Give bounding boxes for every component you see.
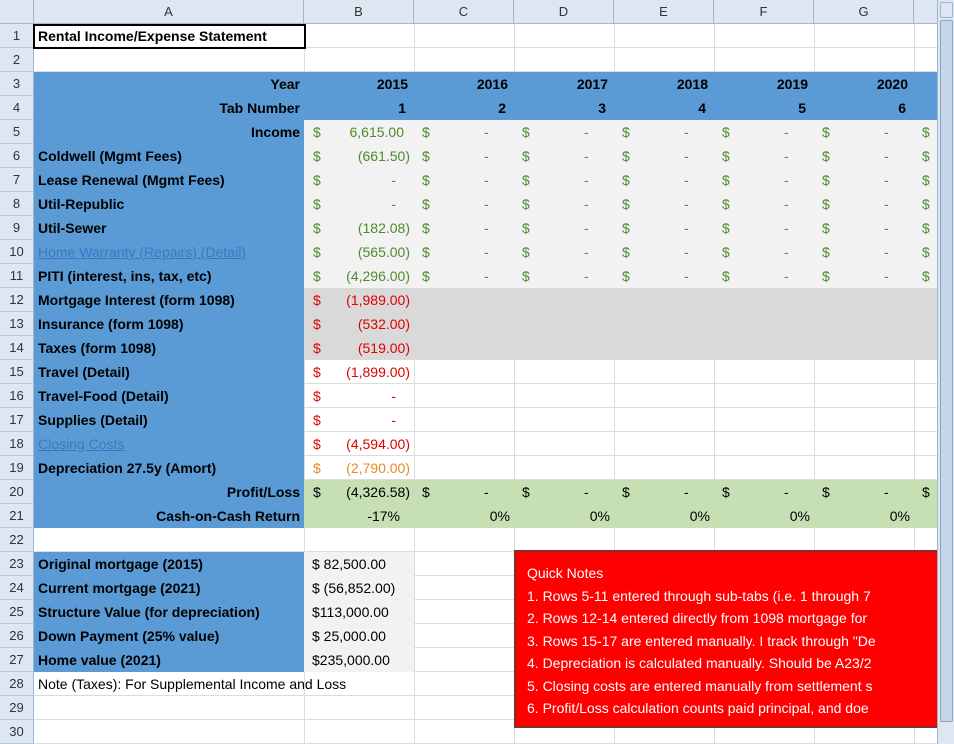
column-header-d[interactable]: D bbox=[514, 0, 614, 24]
currency-symbol: $ bbox=[922, 268, 930, 284]
currency-symbol: $ bbox=[313, 172, 321, 188]
cell-b-r19[interactable]: (2,790.00) bbox=[346, 460, 410, 476]
row-label-supplies[interactable]: Supplies (Detail) bbox=[38, 412, 148, 428]
currency-symbol: $ bbox=[313, 412, 321, 428]
zero-dash-cell[interactable]: - bbox=[484, 268, 489, 284]
quick-note-item: 1. Rows 5-11 entered through sub-tabs (i.e. 1 through 7 bbox=[527, 587, 871, 604]
currency-symbol: $ bbox=[422, 148, 430, 164]
original-mortgage-value[interactable]: $ 82,500.00 bbox=[312, 556, 386, 572]
cash-on-cash-cell[interactable]: 0% bbox=[589, 508, 610, 524]
quick-note-item: 3. Rows 15-17 are entered manually. I track through "De bbox=[527, 632, 876, 649]
currency-symbol: $ bbox=[313, 244, 321, 260]
year-cell[interactable]: 2018 bbox=[676, 76, 708, 92]
currency-symbol: $ bbox=[422, 196, 430, 212]
currency-symbol: $ bbox=[522, 196, 530, 212]
scroll-up-arrow[interactable] bbox=[940, 2, 953, 18]
cash-on-cash-cell[interactable]: 0% bbox=[889, 508, 910, 524]
currency-symbol: $ bbox=[313, 340, 321, 356]
currency-symbol: $ bbox=[722, 196, 730, 212]
taxes-note[interactable]: Note (Taxes): For Supplemental Income and Loss bbox=[38, 676, 347, 692]
row-header-21[interactable]: 21 bbox=[0, 504, 34, 528]
row-label-mortgage-interest[interactable]: Mortgage Interest (form 1098) bbox=[38, 292, 235, 308]
currency-symbol: $ bbox=[313, 460, 321, 476]
cash-on-cash-cell[interactable]: 0% bbox=[689, 508, 710, 524]
column-header-f[interactable]: F bbox=[714, 0, 814, 24]
row-label-util-sewer[interactable]: Util-Sewer bbox=[38, 220, 107, 236]
currency-symbol: $ bbox=[622, 172, 630, 188]
cell-b-r5[interactable]: 6,615.00 bbox=[349, 124, 404, 140]
zero-dash-cell[interactable]: - bbox=[684, 220, 689, 236]
structure-value-value[interactable]: $113,000.00 bbox=[312, 604, 389, 620]
closing-costs-link[interactable]: Closing Costs bbox=[38, 436, 125, 452]
tab-number-label[interactable]: Tab Number bbox=[219, 100, 300, 116]
currency-symbol: $ bbox=[313, 292, 321, 308]
cell-b-r15[interactable]: (1,899.00) bbox=[346, 364, 410, 380]
down-payment-value[interactable]: $ 25,000.00 bbox=[312, 628, 386, 644]
currency-symbol: $ bbox=[313, 268, 321, 284]
currency-symbol: $ bbox=[313, 484, 321, 500]
row-header-30[interactable]: 30 bbox=[0, 720, 34, 744]
currency-symbol: $ bbox=[522, 484, 530, 500]
zero-dash-cell[interactable]: - bbox=[584, 484, 589, 500]
zero-dash-cell[interactable]: - bbox=[484, 244, 489, 260]
cell-b-r7[interactable]: - bbox=[391, 172, 396, 188]
zero-dash-cell[interactable]: - bbox=[684, 172, 689, 188]
currency-symbol: $ bbox=[522, 244, 530, 260]
zero-dash-cell[interactable]: - bbox=[684, 124, 689, 140]
zero-dash-cell[interactable]: - bbox=[584, 148, 589, 164]
row-header-7[interactable]: 7 bbox=[0, 168, 34, 192]
row-header-27[interactable]: 27 bbox=[0, 648, 34, 672]
row-header-26[interactable]: 26 bbox=[0, 624, 34, 648]
zero-dash-cell[interactable]: - bbox=[584, 196, 589, 212]
home-value-value[interactable]: $235,000.00 bbox=[312, 652, 390, 668]
row-header-25[interactable]: 25 bbox=[0, 600, 34, 624]
currency-symbol: $ bbox=[313, 196, 321, 212]
year-cell[interactable]: 2015 bbox=[376, 76, 408, 92]
current-mortgage-label[interactable]: Current mortgage (2021) bbox=[38, 580, 201, 596]
cell-b-r13[interactable]: (532.00) bbox=[357, 316, 410, 332]
cell-b-r17[interactable]: - bbox=[391, 412, 396, 428]
row-header-1[interactable]: 1 bbox=[0, 24, 34, 48]
currency-symbol: $ bbox=[313, 316, 321, 332]
row-header-23[interactable]: 23 bbox=[0, 552, 34, 576]
home-value-label[interactable]: Home value (2021) bbox=[38, 652, 161, 668]
currency-symbol: $ bbox=[722, 148, 730, 164]
cell-b-r18[interactable]: (4,594.00) bbox=[346, 436, 410, 452]
currency-symbol: $ bbox=[522, 172, 530, 188]
cell-b-r12[interactable]: (1,989.00) bbox=[346, 292, 410, 308]
currency-symbol: $ bbox=[422, 220, 430, 236]
zero-dash-cell[interactable]: - bbox=[484, 220, 489, 236]
column-header-a[interactable]: A bbox=[34, 0, 304, 24]
zero-dash-cell[interactable]: - bbox=[484, 484, 489, 500]
currency-symbol: $ bbox=[922, 196, 930, 212]
column-header-g[interactable]: G bbox=[814, 0, 914, 24]
row-header-28[interactable]: 28 bbox=[0, 672, 34, 696]
down-payment-label[interactable]: Down Payment (25% value) bbox=[38, 628, 220, 644]
column-header-c[interactable]: C bbox=[414, 0, 514, 24]
cell-b-r20[interactable]: (4,326.58) bbox=[346, 484, 410, 500]
row-header-12[interactable]: 12 bbox=[0, 288, 34, 312]
tab-number-cell[interactable]: 6 bbox=[898, 100, 906, 116]
currency-symbol: $ bbox=[722, 220, 730, 236]
currency-symbol: $ bbox=[722, 124, 730, 140]
zero-dash-cell[interactable]: - bbox=[884, 484, 889, 500]
quick-notes-box[interactable] bbox=[514, 550, 938, 728]
zero-dash-cell[interactable]: - bbox=[684, 196, 689, 212]
zero-dash-cell[interactable]: - bbox=[884, 268, 889, 284]
zero-dash-cell[interactable]: - bbox=[884, 148, 889, 164]
quick-note-item: 5. Closing costs are entered manually from settlement s bbox=[527, 677, 873, 694]
home-warranty-link[interactable]: Home Warranty (Repairs) (Detail) bbox=[38, 244, 246, 260]
currency-symbol: $ bbox=[822, 268, 830, 284]
currency-symbol: $ bbox=[722, 172, 730, 188]
scrollbar-thumb[interactable] bbox=[940, 20, 953, 722]
currency-symbol: $ bbox=[922, 484, 930, 500]
cash-on-cash-cell[interactable]: 0% bbox=[789, 508, 810, 524]
currency-symbol: $ bbox=[722, 268, 730, 284]
row-header-2[interactable]: 2 bbox=[0, 48, 34, 72]
original-mortgage-label[interactable]: Original mortgage (2015) bbox=[38, 556, 203, 572]
profit-loss-label[interactable]: Profit/Loss bbox=[226, 484, 300, 500]
zero-dash-cell[interactable]: - bbox=[684, 148, 689, 164]
select-all-corner[interactable] bbox=[0, 0, 34, 24]
zero-dash-cell[interactable]: - bbox=[684, 268, 689, 284]
zero-dash-cell[interactable]: - bbox=[784, 148, 789, 164]
zero-dash-cell[interactable]: - bbox=[584, 124, 589, 140]
cell-b-r8[interactable]: - bbox=[391, 196, 396, 212]
row-header-17[interactable]: 17 bbox=[0, 408, 34, 432]
cell-b-cash-on-cash[interactable]: -17% bbox=[367, 508, 400, 524]
currency-symbol: $ bbox=[313, 388, 321, 404]
zero-dash-cell[interactable]: - bbox=[684, 484, 689, 500]
currency-symbol: $ bbox=[922, 244, 930, 260]
currency-symbol: $ bbox=[822, 244, 830, 260]
structure-value-label[interactable]: Structure Value (for depreciation) bbox=[38, 604, 260, 620]
row-header-8[interactable]: 8 bbox=[0, 192, 34, 216]
zero-dash-cell[interactable]: - bbox=[784, 172, 789, 188]
zero-dash-cell[interactable]: - bbox=[584, 268, 589, 284]
currency-symbol: $ bbox=[313, 148, 321, 164]
currency-symbol: $ bbox=[822, 196, 830, 212]
cash-on-cash-label[interactable]: Cash-on-Cash Return bbox=[156, 508, 300, 524]
quick-note-item: 2. Rows 12-14 entered directly from 1098 mortgage for bbox=[527, 610, 868, 626]
row-label-lease-renewal[interactable]: Lease Renewal (Mgmt Fees) bbox=[38, 172, 225, 188]
currency-symbol: $ bbox=[422, 484, 430, 500]
currency-symbol: $ bbox=[422, 244, 430, 260]
currency-symbol: $ bbox=[922, 172, 930, 188]
zero-dash-cell[interactable]: - bbox=[584, 172, 589, 188]
currency-symbol: $ bbox=[822, 124, 830, 140]
zero-dash-cell[interactable]: - bbox=[884, 172, 889, 188]
row-header-11[interactable]: 11 bbox=[0, 264, 34, 288]
currency-symbol: $ bbox=[622, 124, 630, 140]
year-label[interactable]: Year bbox=[270, 76, 300, 92]
year-cell[interactable]: 2016 bbox=[476, 76, 508, 92]
zero-dash-cell[interactable]: - bbox=[784, 244, 789, 260]
currency-symbol: $ bbox=[313, 220, 321, 236]
zero-dash-cell[interactable]: - bbox=[684, 244, 689, 260]
zero-dash-cell[interactable]: - bbox=[884, 220, 889, 236]
zero-dash-cell[interactable]: - bbox=[784, 196, 789, 212]
currency-symbol: $ bbox=[922, 220, 930, 236]
currency-symbol: $ bbox=[622, 220, 630, 236]
row-header-22[interactable]: 22 bbox=[0, 528, 34, 552]
tab-number-cell[interactable]: 4 bbox=[698, 100, 706, 116]
column-header-h[interactable] bbox=[914, 0, 938, 24]
currency-symbol: $ bbox=[622, 148, 630, 164]
row-header-9[interactable]: 9 bbox=[0, 216, 34, 240]
currency-symbol: $ bbox=[522, 220, 530, 236]
row-header-18[interactable]: 18 bbox=[0, 432, 34, 456]
zero-dash-cell[interactable]: - bbox=[584, 220, 589, 236]
tab-number-cell[interactable]: 2 bbox=[498, 100, 506, 116]
row-label-piti[interactable]: PITI (interest, ins, tax, etc) bbox=[38, 268, 212, 284]
zero-dash-cell[interactable]: - bbox=[484, 172, 489, 188]
currency-symbol: $ bbox=[622, 484, 630, 500]
currency-symbol: $ bbox=[822, 220, 830, 236]
cash-on-cash-cell[interactable]: 0% bbox=[489, 508, 510, 524]
currency-symbol: $ bbox=[622, 244, 630, 260]
row-label-util-republic[interactable]: Util-Republic bbox=[38, 196, 125, 212]
currency-symbol: $ bbox=[422, 268, 430, 284]
zero-dash-cell[interactable]: - bbox=[884, 124, 889, 140]
row-header-19[interactable]: 19 bbox=[0, 456, 34, 480]
zero-dash-cell[interactable]: - bbox=[584, 244, 589, 260]
currency-symbol: $ bbox=[922, 124, 930, 140]
row-header-3[interactable]: 3 bbox=[0, 72, 34, 96]
currency-symbol: $ bbox=[722, 484, 730, 500]
currency-symbol: $ bbox=[422, 172, 430, 188]
currency-symbol: $ bbox=[522, 268, 530, 284]
row-header-16[interactable]: 16 bbox=[0, 384, 34, 408]
zero-dash-cell[interactable]: - bbox=[784, 268, 789, 284]
cell-b-r9[interactable]: (182.08) bbox=[357, 220, 410, 236]
tab-number-cell[interactable]: 3 bbox=[598, 100, 606, 116]
row-label-insurance[interactable]: Insurance (form 1098) bbox=[38, 316, 184, 332]
zero-dash-cell[interactable]: - bbox=[884, 244, 889, 260]
zero-dash-cell[interactable]: - bbox=[784, 220, 789, 236]
row-header-5[interactable]: 5 bbox=[0, 120, 34, 144]
row-header-6[interactable]: 6 bbox=[0, 144, 34, 168]
column-header-b[interactable]: B bbox=[304, 0, 414, 24]
income-label[interactable]: Income bbox=[250, 124, 300, 140]
currency-symbol: $ bbox=[722, 244, 730, 260]
year-cell[interactable]: 2019 bbox=[776, 76, 808, 92]
tab-number-cell[interactable]: 5 bbox=[798, 100, 806, 116]
row-header-24[interactable]: 24 bbox=[0, 576, 34, 600]
cell-b-r6[interactable]: (661.50) bbox=[357, 148, 410, 164]
zero-dash-cell[interactable]: - bbox=[884, 196, 889, 212]
currency-symbol: $ bbox=[622, 196, 630, 212]
currency-symbol: $ bbox=[822, 484, 830, 500]
row-header-10[interactable]: 10 bbox=[0, 240, 34, 264]
row-header-20[interactable]: 20 bbox=[0, 480, 34, 504]
row-label-travel[interactable]: Travel (Detail) bbox=[38, 364, 130, 380]
currency-symbol: $ bbox=[422, 124, 430, 140]
cell-b-r10[interactable]: (565.00) bbox=[357, 244, 410, 260]
zero-dash-cell[interactable]: - bbox=[484, 196, 489, 212]
row-header-14[interactable]: 14 bbox=[0, 336, 34, 360]
row-label-travel-food[interactable]: Travel-Food (Detail) bbox=[38, 388, 169, 404]
zero-dash-cell[interactable]: - bbox=[784, 124, 789, 140]
cell-b-r11[interactable]: (4,296.00) bbox=[346, 268, 410, 284]
currency-symbol: $ bbox=[822, 172, 830, 188]
zero-dash-cell[interactable]: - bbox=[784, 484, 789, 500]
row-header-29[interactable]: 29 bbox=[0, 696, 34, 720]
currency-symbol: $ bbox=[922, 148, 930, 164]
row-label-depreciation[interactable]: Depreciation 27.5y (Amort) bbox=[38, 460, 217, 476]
row-label-coldwell[interactable]: Coldwell (Mgmt Fees) bbox=[38, 148, 182, 164]
currency-symbol: $ bbox=[313, 364, 321, 380]
zero-dash-cell[interactable]: - bbox=[484, 124, 489, 140]
cell-b-r16[interactable]: - bbox=[391, 388, 396, 404]
row-label-taxes[interactable]: Taxes (form 1098) bbox=[38, 340, 157, 356]
row-header-13[interactable]: 13 bbox=[0, 312, 34, 336]
currency-symbol: $ bbox=[313, 124, 321, 140]
currency-symbol: $ bbox=[822, 148, 830, 164]
quick-note-item: 6. Profit/Loss calculation counts paid principal, and doe bbox=[527, 700, 869, 716]
currency-symbol: $ bbox=[522, 148, 530, 164]
zero-dash-cell[interactable]: - bbox=[484, 148, 489, 164]
quick-notes-title: Quick Notes bbox=[527, 565, 604, 581]
currency-symbol: $ bbox=[313, 436, 321, 452]
sheet-title[interactable]: Rental Income/Expense Statement bbox=[38, 28, 267, 44]
column-header-e[interactable]: E bbox=[614, 0, 714, 24]
tab-number-cell[interactable]: 1 bbox=[398, 100, 406, 116]
currency-symbol: $ bbox=[522, 124, 530, 140]
currency-symbol: $ bbox=[622, 268, 630, 284]
vertical-scrollbar[interactable] bbox=[937, 0, 954, 744]
cell-b-r14[interactable]: (519.00) bbox=[357, 340, 410, 356]
current-mortgage-value[interactable]: $ (56,852.00) bbox=[312, 580, 396, 596]
row-header-15[interactable]: 15 bbox=[0, 360, 34, 384]
year-cell[interactable]: 2020 bbox=[876, 76, 908, 92]
quick-note-item: 4. Depreciation is calculated manually. Should be A23/2 bbox=[527, 655, 872, 671]
year-cell[interactable]: 2017 bbox=[576, 76, 608, 92]
row-header-4[interactable]: 4 bbox=[0, 96, 34, 120]
